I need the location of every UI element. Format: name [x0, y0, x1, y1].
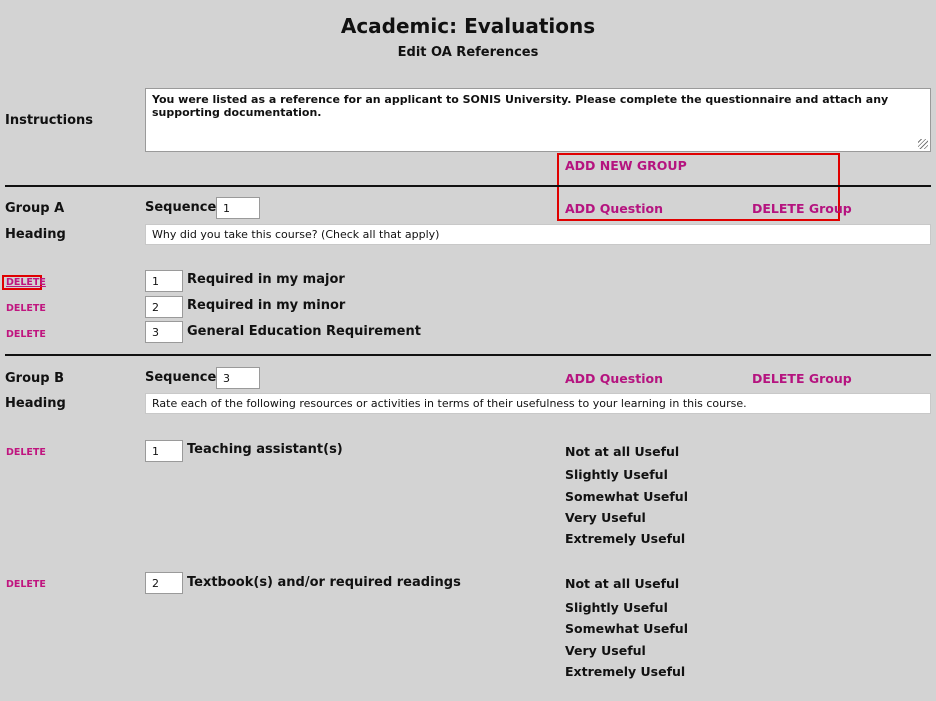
question-text: General Education Requirement — [187, 324, 421, 339]
scale-option: Somewhat Useful — [565, 489, 688, 504]
group-a-add-question-link[interactable]: ADD Question — [565, 201, 663, 216]
group-b-sequence-label: Sequence — [145, 370, 217, 385]
question-text: Required in my major — [187, 272, 345, 287]
resize-grip-icon[interactable] — [918, 139, 928, 149]
scale-option: Slightly Useful — [565, 467, 668, 482]
scale-option: Very Useful — [565, 510, 646, 525]
instructions-label: Instructions — [5, 113, 94, 128]
scale-option: Very Useful — [565, 643, 646, 658]
group-b-delete-group-link[interactable]: DELETE Group — [752, 371, 852, 386]
group-a-sequence-input[interactable] — [216, 197, 260, 219]
group-b-heading-label: Heading — [5, 396, 66, 411]
group-a-heading-input[interactable] — [145, 224, 931, 245]
question-text: Textbook(s) and/or required readings — [187, 575, 461, 590]
scale-option: Slightly Useful — [565, 600, 668, 615]
delete-question-link[interactable]: DELETE — [6, 303, 46, 314]
group-a-delete-group-link[interactable]: DELETE Group — [752, 201, 852, 216]
instructions-textarea[interactable] — [145, 88, 931, 152]
question-sequence-input[interactable] — [145, 572, 183, 594]
scale-option: Extremely Useful — [565, 664, 686, 679]
question-sequence-input[interactable] — [145, 440, 183, 462]
group-a-heading-label: Heading — [5, 227, 66, 242]
question-sequence-input[interactable] — [145, 296, 183, 318]
scale-option: Not at all Useful — [565, 444, 680, 459]
group-divider — [5, 354, 931, 356]
group-divider — [5, 185, 931, 187]
question-sequence-input[interactable] — [145, 270, 183, 292]
delete-question-link[interactable]: DELETE — [6, 447, 46, 458]
group-a-sequence-label: Sequence — [145, 200, 217, 215]
question-text: Required in my minor — [187, 298, 346, 313]
scale-option: Somewhat Useful — [565, 621, 688, 636]
group-a-label: Group A — [5, 201, 65, 216]
page-title: Academic: Evaluations — [340, 14, 596, 38]
add-new-group-link[interactable]: ADD NEW GROUP — [565, 158, 687, 173]
group-b-label: Group B — [5, 371, 65, 386]
group-b-add-question-link[interactable]: ADD Question — [565, 371, 663, 386]
scale-option: Extremely Useful — [565, 531, 686, 546]
delete-question-link[interactable]: DELETE — [6, 277, 46, 288]
question-text: Teaching assistant(s) — [187, 442, 343, 457]
group-b-heading-input[interactable] — [145, 393, 931, 414]
instructions-textarea-wrap — [145, 88, 931, 152]
group-b-sequence-input[interactable] — [216, 367, 260, 389]
question-sequence-input[interactable] — [145, 321, 183, 343]
page-subtitle: Edit OA References — [397, 45, 539, 60]
scale-option: Not at all Useful — [565, 576, 680, 591]
delete-question-link[interactable]: DELETE — [6, 579, 46, 590]
delete-question-link[interactable]: DELETE — [6, 329, 46, 340]
